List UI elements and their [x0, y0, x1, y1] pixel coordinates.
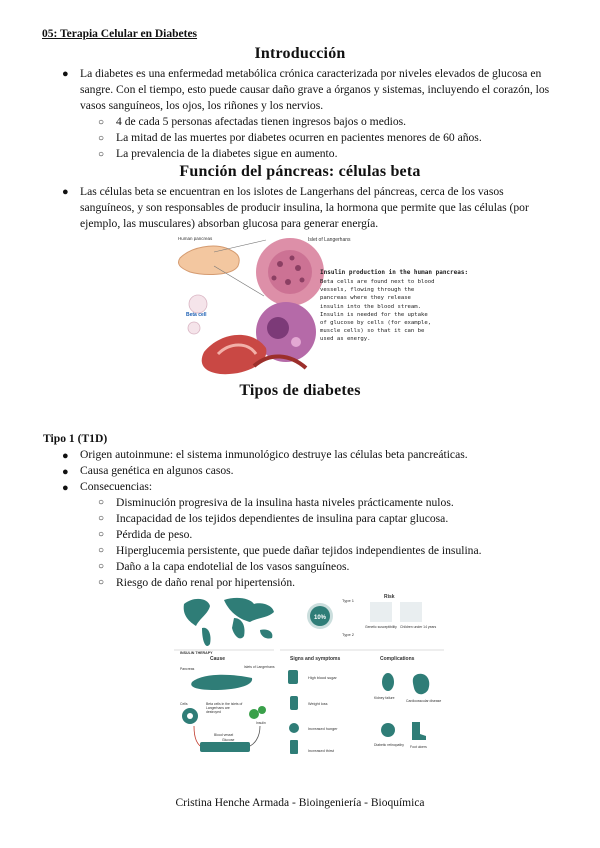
sign-1: High blood sugar: [308, 676, 337, 680]
sign-4: Increased thirst: [308, 749, 334, 753]
pancreas-beta-cell-figure: [174, 232, 469, 378]
bullet-dot: ●: [62, 482, 69, 494]
type1-percent: 10%: [314, 615, 327, 621]
type1-infographic-figure: [174, 592, 444, 762]
cause-insulin: Insulin: [256, 721, 266, 725]
type1-bullet-1: Origen autoinmune: el sistema inmunológico destruye las células beta pancreáticas.: [80, 448, 468, 461]
caption-body: Beta cells are found next to blood vessels, flowing through the pancreas where they release insulin into the blood stream. Insulin is needed for the uptake of glucose by cells (for example, muscle cells) so that it can be used as energy.: [320, 279, 435, 343]
sub-bullet-circle: ○: [98, 545, 105, 556]
type1-heading: Tipo 1 (T1D): [43, 432, 108, 445]
risk-children: Children under 14 years: [400, 625, 437, 629]
sub-bullet-circle: ○: [98, 497, 105, 508]
label-islet: Islet of Langerhans: [308, 237, 351, 243]
cause-glucose: Glucose: [222, 738, 235, 742]
sub-bullet-circle: ○: [98, 133, 105, 144]
function-paragraph: Las células beta se encuentran en los islotes de Langerhans del páncreas, cerca de los vasos sanguíneos, y son responsables de producir insulina, la hormona que permite que las células (por ejemplo, las musculares) absorban glucosa para generar energía.: [80, 185, 529, 230]
cause-beta-text: Beta cells in the islets of Langerhans are destroyed: [206, 702, 243, 714]
consequence-4: Hiperglucemia persistente, que puede dañar tejidos independientes de insulina.: [116, 544, 482, 557]
sign-2: Weight loss: [308, 702, 328, 706]
consequence-3: Pérdida de peso.: [116, 528, 193, 541]
consequence-2: Incapacidad de los tejidos dependientes de insulina para captar glucosa.: [116, 512, 449, 525]
label-beta-cell: Beta cell: [186, 312, 207, 318]
intro-paragraph: La diabetes es una enfermedad metabólica crónica caracterizada por niveles elevados de glucosa en sangre. Con el tiempo, esto puede causar daño grave a órganos y sistemas, incluyendo el corazón, los vasos sanguíneos, los ojos, los riñones y los nervios.: [80, 67, 550, 112]
risk-title: Risk: [384, 594, 395, 600]
sub-bullet-circle: ○: [98, 117, 105, 128]
sign-3: Increased hunger: [308, 727, 338, 731]
risk-genetic: Genetic susceptibility: [365, 625, 397, 629]
bullet-dot: ●: [62, 450, 69, 462]
document-header: 05: Terapia Celular en Diabetes: [42, 28, 198, 40]
section-title-function: Función del páncreas: células beta: [179, 163, 421, 180]
consequence-1: Disminución progresiva de la insulina hasta niveles prácticamente nulos.: [116, 496, 454, 509]
intro-sub-2: La mitad de las muertes por diabetes ocurren en pacientes menores de 60 años.: [116, 131, 482, 144]
signs-title: Signs and symptoms: [290, 656, 341, 662]
intro-sub-3: La prevalencia de la diabetes sigue en aumento.: [116, 147, 338, 160]
complication-3: Diabetic retinopathy: [374, 743, 404, 747]
caption-title: Insulin production in the human pancreas:: [320, 269, 469, 276]
section-title-intro: Introducción: [254, 45, 346, 62]
document-footer: Cristina Henche Armada - Bioingeniería - Bioquímica: [175, 797, 425, 809]
cause-pancreas: Pancreas: [180, 667, 195, 671]
consequence-6: Riesgo de daño renal por hipertensión.: [116, 576, 296, 589]
cause-vessel: Blood vessel: [214, 733, 234, 737]
label-human-pancreas: Human pancreas: [178, 236, 213, 241]
bullet-dot: ●: [62, 466, 69, 478]
sub-bullet-circle: ○: [98, 149, 105, 160]
consequence-5: Daño a la capa endotelial de los vasos sanguíneos.: [116, 560, 350, 573]
cause-title: Cause: [210, 656, 226, 662]
sub-bullet-circle: ○: [98, 577, 105, 588]
complication-2: Cardiovascular disease: [406, 699, 442, 703]
bullet-dot: ●: [62, 68, 69, 80]
therapy-label: INSULIN THERAPY: [180, 651, 213, 655]
complication-4: Foot ulcers: [410, 745, 427, 749]
section-title-types: Tipos de diabetes: [239, 382, 361, 399]
bullet-dot: ●: [62, 186, 69, 198]
type2-label: Type 2: [342, 632, 355, 637]
cause-cells: Cells: [180, 702, 188, 706]
intro-sub-1: 4 de cada 5 personas afectadas tienen ingresos bajos o medios.: [116, 115, 407, 128]
type1-label: Type 1: [342, 598, 355, 603]
sub-bullet-circle: ○: [98, 529, 105, 540]
complications-title: Complications: [380, 656, 415, 662]
svg-text:Insulin production in the huma: [320, 269, 468, 276]
complication-1: Kidney failure: [374, 696, 395, 700]
sub-bullet-circle: ○: [98, 513, 105, 524]
cause-islets: Islets of Langerhans: [244, 665, 275, 669]
type1-bullet-3: Consecuencias:: [80, 480, 153, 493]
type1-bullet-2: Causa genética en algunos casos.: [80, 464, 234, 477]
sub-bullet-circle: ○: [98, 561, 105, 572]
